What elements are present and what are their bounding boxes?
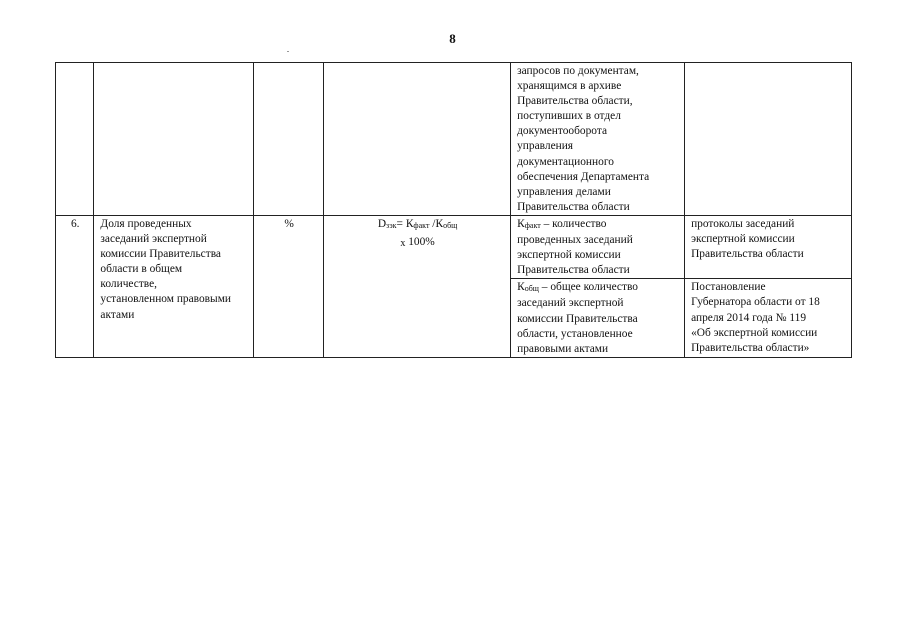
cell-variable-fact — [511, 215, 685, 278]
variable-fact-symbol-sub: факт — [524, 220, 541, 230]
formula-percent: 100% — [408, 235, 435, 248]
cell-source-empty — [685, 63, 852, 216]
page-number: 8 — [449, 31, 456, 46]
variable-total-text: общее количество заседаний экспертной комиссии Правительства области, установленное правовыми актами — [517, 281, 638, 355]
cell-unit: % — [254, 215, 324, 357]
variable-fact-symbol: К — [517, 217, 525, 230]
formula-k-fact-sub: факт — [413, 220, 430, 230]
cell-formula — [324, 215, 511, 357]
formula-k-total-sub: общ — [443, 220, 458, 230]
formula-multiplier: х — [400, 237, 406, 249]
cell-indicator-empty — [94, 63, 254, 216]
table-row-6 — [56, 215, 852, 278]
cell-formula-empty — [324, 63, 511, 216]
formula-k-total: К — [435, 217, 444, 230]
cell-variable-total — [511, 279, 685, 357]
cell-row-number: 6. — [56, 215, 94, 357]
formula-line — [330, 216, 505, 234]
formula-slash: / — [429, 217, 436, 230]
cell-number-empty — [56, 63, 94, 216]
variable-total-dash: – — [538, 281, 551, 294]
cell-variable-continuation: запросов по документам, хранящимся в архиве Правительства области, поступивших в отдел документооборота управления документационного обеспечения Департамента управления делами Правительства области — [511, 63, 685, 216]
variable-fact-dash: – — [540, 217, 553, 230]
table-row-continuation — [56, 63, 852, 216]
scan-speck — [287, 51, 289, 52]
cell-unit-empty — [254, 63, 324, 216]
cell-indicator-name: Доля проведенных заседаний экспертной комиссии Правительства области в общем количестве, установленном правовыми актами — [94, 215, 254, 357]
formula-k-fact: К — [405, 217, 414, 230]
variable-total-symbol: К — [517, 281, 525, 294]
indicators-table — [55, 62, 852, 358]
formula-lhs-sub: зэк — [386, 220, 397, 230]
formula-lhs: D — [377, 217, 387, 230]
variable-total-symbol-sub: общ — [524, 284, 539, 294]
formula-equals: = — [396, 217, 406, 230]
cell-source-fact: протоколы заседаний экспертной комиссии Правительства области — [685, 215, 852, 278]
cell-source-total: Постановление Губернатора области от 18 апреля 2014 года № 119 «Об экспертной комиссии Правительства области» — [685, 279, 852, 357]
formula-line-2 — [330, 234, 505, 252]
variable-fact-text: количество проведенных заседаний экспертной комиссии Правительства области — [517, 217, 633, 277]
